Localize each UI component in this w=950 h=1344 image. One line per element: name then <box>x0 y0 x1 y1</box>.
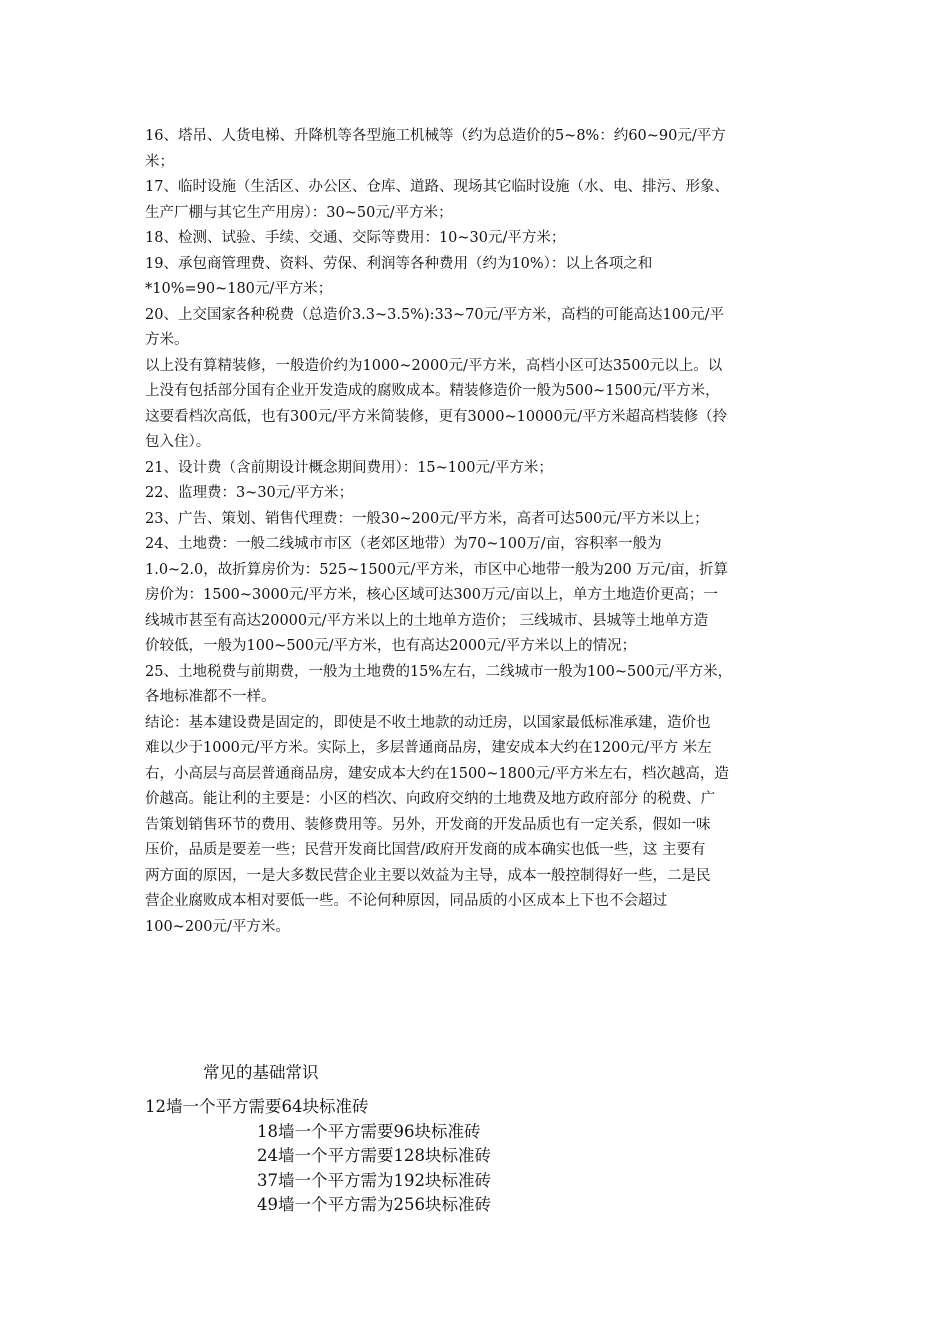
text-line: 这要看档次高低，也有300元/平方米简装修，更有3000~10000元/平方米超高档装修（拎 <box>145 408 728 425</box>
text-line: 价越高。能让利的主要是：小区的档次、向政府交纳的土地费及地方政府部分 的税费、广 <box>145 791 716 807</box>
text-line: 房价为：1500~3000元/平方米，核心区域可达300万元/亩以上，单方土地造价更高；一 <box>145 587 718 603</box>
brick-count-item: 12墙一个平方需要64块标准砖 <box>145 1097 369 1116</box>
text-line: 营企业腐败成本相对要低一些。不论何种原因，同品质的小区成本上下也不会超过 <box>145 893 667 909</box>
text-line: 上没有包括部分国有企业开发造成的腐败成本。精装修造价一般为500~1500元/平方米， <box>145 383 720 399</box>
text-line: 16、塔吊、人货电梯、升降机等各型施工机械等（约为总造价的5~8%：约60~90元/平方 <box>145 128 726 144</box>
text-line: 结论：基本建设费是固定的，即使是不收土地款的动迁房，以国家最低标准承建，造价也 <box>145 714 711 731</box>
text-line: 21、设计费（含前期设计概念期间费用）：15~100元/平方米； <box>145 459 553 476</box>
cost-breakdown-text <box>145 124 825 940</box>
text-line: 24、土地费：一般二线城市市区（老郊区地带）为70~100万/亩，容积率一般为 <box>145 536 662 552</box>
text-line: 生产厂棚与其它生产用房）：30~50元/平方米； <box>145 204 453 221</box>
text-line: 100~200元/平方米。 <box>145 918 290 935</box>
text-line: 18、检测、试验、手续、交通、交际等费用：10~30元/平方米； <box>145 230 566 246</box>
brick-count-item: 18墙一个平方需要96块标准砖 <box>257 1121 481 1141</box>
brick-count-item: 37墙一个平方需为192块标准砖 <box>257 1170 491 1190</box>
text-line: 包入住）。 <box>145 434 211 450</box>
text-line: 压价，品质是要差一些；民营开发商比国营/政府开发商的成本确实也低一些，这 主要有 <box>145 842 706 858</box>
text-line: 难以少于1000元/平方米。实际上，多层普通商品房，建安成本大约在1200元/平方 米左 <box>145 740 712 756</box>
text-line: 线城市甚至有高达20000元/平方米以上的土地单方造价； 三线城市、县城等土地单方造 <box>145 612 709 629</box>
text-line: 19、承包商管理费、资料、劳保、利润等各种费用（约为10%）：以上各项之和 <box>145 255 653 272</box>
text-line: 方米。 <box>145 332 189 348</box>
text-line: 23、广告、策划、销售代理费：一般30~200元/平方米，高者可达500元/平方米以上； <box>145 510 709 527</box>
section-heading: 常见的基础常识 <box>203 1063 319 1082</box>
brick-count-item: 24墙一个平方需要128块标准砖 <box>257 1146 491 1165</box>
text-line: 17、临时设施（生活区、办公区、仓库、道路、现场其它临时设施（水、电、排污、形象、 <box>145 179 729 195</box>
text-line: 两方面的原因，一是大多数民营企业主要以效益为主导，成本一般控制得好一些，二是民 <box>145 867 711 884</box>
text-line: 22、监理费：3~30元/平方米； <box>145 485 354 501</box>
text-line: 右，小高层与高层普通商品房，建安成本大约在1500~1800元/平方米左右，档次越高，造 <box>145 765 729 782</box>
text-line: 米； <box>145 153 174 170</box>
text-line: 各地标准都不一样。 <box>145 689 276 705</box>
text-line: 价较低，一般为100~500元/平方米，也有高达2000元/平方米以上的情况； <box>145 638 637 654</box>
text-line: 1.0~2.0，故折算房价为：525~1500元/平方米，市区中心地带一般为200 万元/亩，折算 <box>145 561 729 578</box>
text-line: 以上没有算精装修，一般造价约为1000~2000元/平方米，高档小区可达3500元以上。以 <box>145 357 723 374</box>
brick-count-list <box>145 1095 491 1218</box>
text-line: 告策划销售环节的费用、装修费用等。另外，开发商的开发品质也有一定关系，假如一味 <box>145 816 711 833</box>
brick-count-item: 49墙一个平方需为256块标准砖 <box>257 1195 491 1214</box>
text-line: 25、土地税费与前期费，一般为土地费的15%左右，二线城市一般为100~500元/平方米， <box>145 663 733 680</box>
text-line: 20、上交国家各种税费（总造价3.3~3.5%):33~70元/平方米，高档的可能高达100元/平 <box>145 306 725 323</box>
text-line: *10%=90~180元/平方米； <box>145 281 333 297</box>
